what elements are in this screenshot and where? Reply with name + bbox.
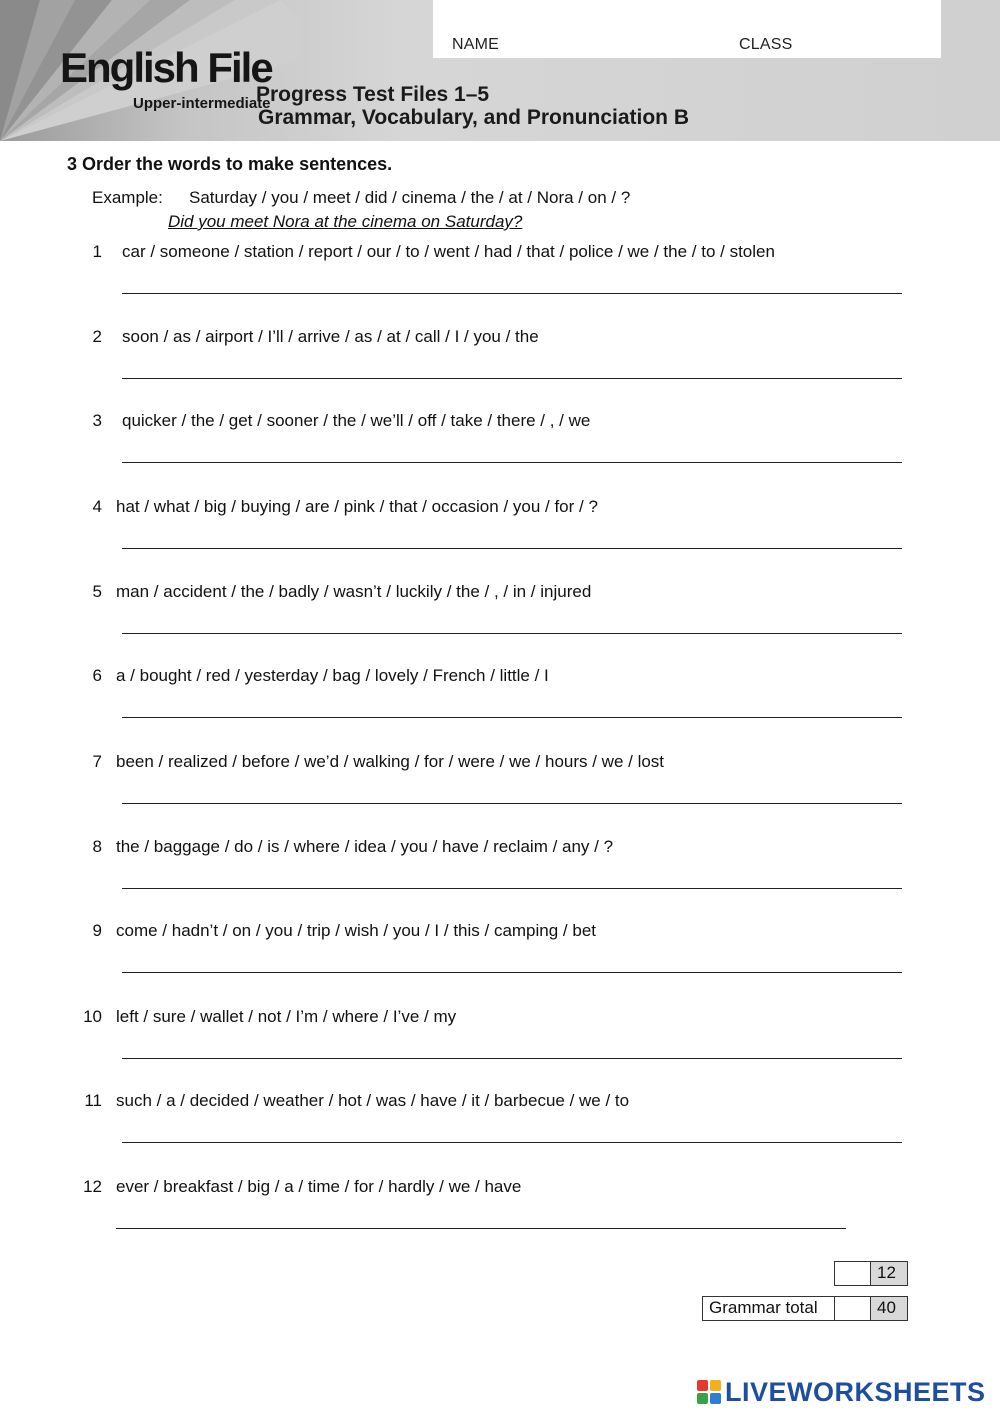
question-words: car / someone / station / report / our / to / went / had / that / police / we / the / to / stolen — [122, 242, 775, 261]
answer-line[interactable] — [122, 717, 902, 718]
name-label: NAME — [452, 36, 500, 53]
question-item — [0, 497, 1000, 577]
question-item — [0, 921, 1000, 1001]
question-number: 3 — [92, 411, 102, 430]
question-number: 11 — [84, 1091, 102, 1110]
question-words: ever / breakfast / big / a / time / for / hardly / we / have — [116, 1177, 522, 1196]
brand-logo: English File — [60, 44, 272, 91]
test-title: Progress Test Files 1–5 — [256, 83, 490, 106]
page-header — [0, 0, 1000, 141]
question-number: 10 — [83, 1007, 102, 1026]
question-words: such / a / decided / weather / hot / was / have / it / barbecue / we / to — [116, 1091, 630, 1110]
answer-line[interactable] — [122, 548, 902, 549]
question-words: the / baggage / do / is / where / idea / you / have / reclaim / any / ? — [116, 837, 614, 856]
question-number: 6 — [92, 666, 102, 685]
level-label: Upper-intermediate — [133, 95, 271, 112]
question-item — [0, 327, 1000, 407]
answer-line[interactable] — [122, 1142, 902, 1143]
answer-line[interactable] — [122, 1058, 902, 1059]
question-item — [0, 411, 1000, 491]
question-words: left / sure / wallet / not / I’m / where / I’ve / my — [116, 1007, 457, 1026]
grammar-total-input[interactable] — [835, 1297, 870, 1320]
example-words: Saturday / you / meet / did / cinema / the / at / Nora / on / ? — [189, 188, 631, 207]
question-item — [0, 837, 1000, 917]
question-item — [0, 1007, 1000, 1087]
grammar-total-label: Grammar total — [709, 1298, 818, 1317]
question-words: soon / as / airport / I’ll / arrive / as / at / call / I / you / the — [122, 327, 539, 346]
question-words: hat / what / big / buying / are / pink / that / occasion / you / for / ? — [116, 497, 598, 516]
example-label: Example: — [92, 188, 163, 207]
answer-line[interactable] — [122, 888, 902, 889]
class-label: CLASS — [739, 36, 793, 53]
liveworksheets-icon — [697, 1380, 721, 1404]
answer-line[interactable] — [122, 972, 902, 973]
name-class-box — [433, 0, 941, 58]
question-number: 9 — [92, 921, 102, 940]
question-number: 5 — [92, 582, 102, 601]
section-title: 3 Order the words to make sentences. — [67, 154, 393, 174]
answer-line[interactable] — [122, 633, 902, 634]
question-item — [0, 242, 1000, 322]
answer-line[interactable] — [122, 462, 902, 463]
question-number: 4 — [92, 497, 102, 516]
question-item — [0, 1177, 1000, 1257]
grammar-total-box — [702, 1296, 908, 1321]
question-words: a / bought / red / yesterday / bag / lovely / French / little / I — [116, 666, 549, 685]
question-number: 7 — [92, 752, 102, 771]
section-score-input[interactable] — [835, 1262, 870, 1285]
question-number: 12 — [83, 1177, 102, 1196]
section-score-box — [834, 1261, 908, 1286]
answer-line[interactable] — [122, 293, 902, 294]
question-number: 8 — [92, 837, 102, 856]
question-number: 2 — [92, 327, 102, 346]
test-subtitle: Grammar, Vocabulary, and Pronunciation B — [258, 106, 689, 129]
liveworksheets-text: LIVEWORKSHEETS — [725, 1377, 986, 1407]
question-item — [0, 752, 1000, 832]
question-words: come / hadn’t / on / you / trip / wish / you / I / this / camping / bet — [116, 921, 597, 940]
question-words: been / realized / before / we’d / walking / for / were / we / hours / we / lost — [116, 752, 665, 771]
question-number: 1 — [92, 242, 102, 261]
liveworksheets-logo[interactable] — [697, 1377, 997, 1407]
question-item — [0, 1091, 1000, 1171]
question-item — [0, 666, 1000, 746]
grammar-total-max: 40 — [877, 1298, 896, 1317]
question-words: quicker / the / get / sooner / the / we’ll / off / take / there / , / we — [122, 411, 591, 430]
answer-line[interactable] — [122, 378, 902, 379]
example-answer: Did you meet Nora at the cinema on Saturday? — [168, 212, 523, 231]
answer-line[interactable] — [116, 1228, 846, 1229]
section-max-score: 12 — [877, 1263, 896, 1282]
question-words: man / accident / the / badly / wasn’t / luckily / the / , / in / injured — [116, 582, 592, 601]
answer-line[interactable] — [122, 803, 902, 804]
question-item — [0, 582, 1000, 662]
